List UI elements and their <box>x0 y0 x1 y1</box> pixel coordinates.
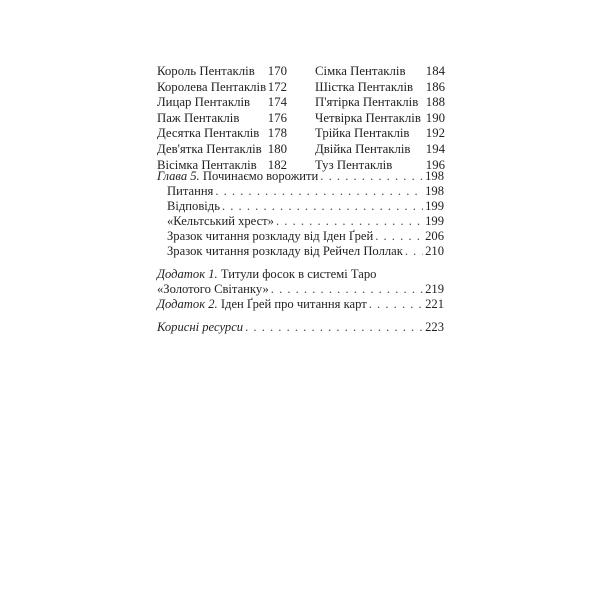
sub-entry-title: Зразок читання розкладу від Рейчел Поллак <box>167 244 403 258</box>
toc-entry <box>157 95 287 111</box>
toc-entry <box>315 64 445 80</box>
appendix-title: Іден Ґрей про читання карт <box>220 297 367 311</box>
entry-title: Трійка Пентаклів <box>315 126 410 141</box>
entry-title: Туз Пентаклів <box>315 157 393 172</box>
entry-title: Вісімка Пентаклів <box>157 157 257 172</box>
sub-entry-title: «Кельтський хрест» <box>167 214 274 228</box>
entry-page: 186 <box>425 79 445 94</box>
leader-dots <box>245 320 423 335</box>
appendix2-entry <box>157 297 444 312</box>
leader-dots <box>369 297 423 312</box>
entry-title: Королева Пентаклів <box>157 79 267 94</box>
sub-entry <box>167 244 444 259</box>
entry-page: 196 <box>425 157 445 172</box>
appendix1-line2 <box>157 282 444 297</box>
resources-page: 223 <box>425 320 444 334</box>
sub-entry-page: 206 <box>425 229 444 243</box>
chapter-page: 198 <box>425 169 444 183</box>
toc-entry <box>315 80 445 96</box>
leader-dots <box>405 244 423 259</box>
appendix-prefix: Додаток 2. <box>157 297 218 311</box>
sub-entry-title: Відповідь <box>167 199 220 213</box>
leader-dots <box>276 214 423 229</box>
toc-entry <box>315 111 445 127</box>
sub-entry-page: 210 <box>425 244 444 258</box>
entry-page: 190 <box>425 110 445 125</box>
resources-title: Корисні ресурси <box>157 320 244 334</box>
appendix-title-cont: «Золотого Світанку» <box>157 282 269 296</box>
sub-entry <box>167 184 444 199</box>
toc-entry <box>157 64 287 80</box>
leader-dots <box>271 282 423 297</box>
appendix-title: Титули фосок в системі Таро <box>220 267 377 281</box>
toc-entry <box>157 111 287 127</box>
leader-dots <box>215 184 423 199</box>
sub-entry <box>167 199 444 214</box>
entry-title: Паж Пентаклів <box>157 110 240 125</box>
sub-entry-title: Зразок читання розкладу від Іден Ґрей <box>167 229 374 243</box>
entry-page: 194 <box>425 141 445 156</box>
entry-page: 174 <box>267 95 287 110</box>
chapter-entry <box>157 169 444 184</box>
entry-title: Дев'ятка Пентаклів <box>157 141 262 156</box>
sub-entry-page: 199 <box>425 214 444 228</box>
entry-page: 188 <box>425 95 445 110</box>
entry-page: 170 <box>267 64 287 78</box>
entry-page: 178 <box>267 126 287 141</box>
toc-entry <box>157 142 287 158</box>
toc-entry <box>315 126 445 142</box>
chapter-prefix: Глава 5. <box>157 169 200 183</box>
chapter-title: Починаємо ворожити <box>202 169 319 183</box>
entry-page: 180 <box>267 141 287 156</box>
entry-page: 182 <box>267 157 287 172</box>
entry-title: Сімка Пентаклів <box>315 64 406 78</box>
entry-title: П'ятірка Пентаклів <box>315 95 419 110</box>
entry-title: Четвірка Пентаклів <box>315 110 421 125</box>
entry-title: Десятка Пентаклів <box>157 126 260 141</box>
entry-title: Лицар Пентаклів <box>157 95 251 110</box>
entry-page: 176 <box>267 110 287 125</box>
sub-entry-title: Питання <box>167 184 214 198</box>
right-card-column <box>315 64 445 173</box>
toc-entry <box>315 142 445 158</box>
appendix-prefix: Додаток 1. <box>157 267 218 281</box>
appendix-page: 219 <box>425 282 444 296</box>
leader-dots <box>375 229 423 244</box>
sub-entry <box>167 214 444 229</box>
entry-title: Шістка Пентаклів <box>315 79 414 94</box>
sub-entry-page: 198 <box>425 184 444 198</box>
sub-entry <box>167 229 444 244</box>
entry-page: 192 <box>425 126 445 141</box>
sub-entry-page: 199 <box>425 199 444 213</box>
leader-dots <box>320 169 423 184</box>
toc-entry <box>315 95 445 111</box>
entry-title: Двійка Пентаклів <box>315 141 411 156</box>
entry-title: Король Пентаклів <box>157 64 255 78</box>
appendix-page: 221 <box>425 297 444 311</box>
entry-page: 172 <box>267 79 287 94</box>
toc-entry <box>157 80 287 96</box>
resources-entry <box>157 320 444 335</box>
left-card-column <box>157 64 287 173</box>
toc-entry <box>157 126 287 142</box>
entry-page: 184 <box>425 64 445 78</box>
leader-dots <box>222 199 423 214</box>
appendix1-line1 <box>157 267 376 282</box>
